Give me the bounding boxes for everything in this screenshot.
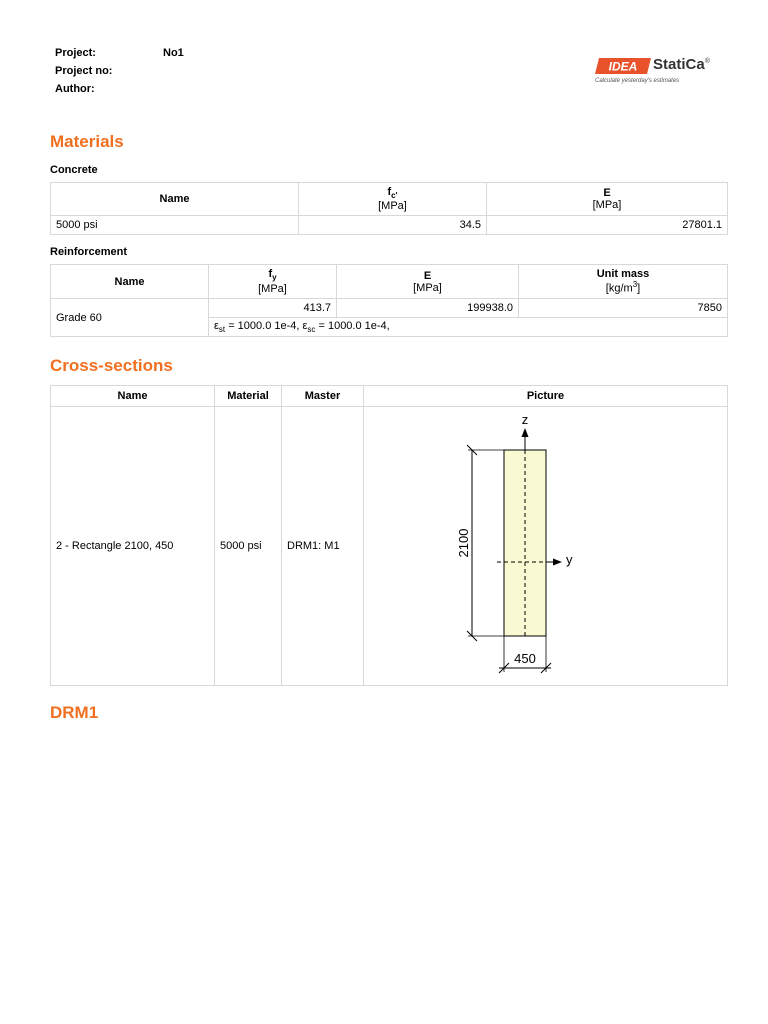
cs-header-picture: Picture — [364, 386, 728, 407]
project-no-label: Project no: — [55, 65, 113, 77]
table-header-row — [51, 265, 728, 299]
reinforcement-strain-cell — [209, 318, 728, 337]
reinforcement-e-cell: 199938.0 — [337, 299, 519, 318]
eps-sc-sub: sc — [307, 325, 316, 335]
table-row — [51, 299, 728, 318]
cs-picture-cell — [364, 407, 728, 686]
cs-header-name: Name — [51, 386, 215, 407]
concrete-fc-cell: 34.5 — [299, 216, 487, 235]
logo-registered: ® — [704, 58, 710, 65]
concrete-e-cell: 27801.1 — [487, 216, 728, 235]
width-dim-label: 450 — [514, 651, 536, 666]
author-label: Author: — [55, 83, 95, 95]
logo-tagline: Calculate yesterday's estimates — [595, 78, 680, 84]
cross-sections-title: Cross-sections — [50, 356, 173, 375]
idea-logo-mark-icon — [595, 58, 651, 74]
reinforcement-name-cell: Grade 60 — [51, 299, 209, 337]
cross-section-drawing — [364, 407, 727, 685]
concrete-header-name: Name — [51, 183, 299, 216]
table-row — [51, 407, 728, 686]
cs-master-cell: DRM1: M1 — [282, 407, 364, 686]
fy-subscript: y — [272, 273, 277, 283]
z-arrow-icon — [522, 428, 529, 437]
z-axis-label: z — [521, 412, 529, 427]
e-unit: [MPa] — [592, 199, 622, 211]
materials-title: Materials — [50, 132, 124, 151]
reinforcement-title: Reinforcement — [50, 246, 128, 258]
reinforcement-table — [50, 264, 728, 337]
e-symbol: E — [423, 269, 432, 282]
e-unit: [MPa] — [413, 281, 442, 294]
e-symbol: E — [603, 187, 611, 199]
fy-symbol: f — [268, 268, 273, 281]
logo-brand-text: StatiCa — [653, 56, 705, 73]
idea-statica-logo — [595, 56, 725, 90]
table-row — [51, 216, 728, 235]
concrete-title: Concrete — [50, 164, 98, 176]
y-axis-label: y — [566, 552, 573, 567]
mass-unit-pre: [kg/m — [605, 282, 633, 295]
mass-unit-post: ] — [637, 282, 641, 295]
fy-unit: [MPa] — [258, 282, 287, 295]
table-header-row — [51, 183, 728, 216]
eps-sc-symbol: ε — [302, 319, 308, 332]
eps-sc-value: = 1000.0 1e-4, — [315, 319, 390, 332]
reinforcement-fy-cell: 413.7 — [209, 299, 337, 318]
project-value: No1 — [163, 47, 184, 59]
concrete-name-cell: 5000 psi — [51, 216, 299, 235]
reinforcement-header-fy — [209, 265, 337, 299]
cross-sections-table — [50, 385, 728, 686]
reinforcement-header-e — [337, 265, 519, 299]
fc-unit: [MPa] — [378, 200, 407, 213]
mass-unit-exp: 3 — [632, 280, 638, 290]
height-dim-label: 2100 — [456, 528, 471, 558]
project-label: Project: — [55, 47, 96, 59]
concrete-header-fc — [299, 183, 487, 216]
cs-material-cell: 5000 psi — [215, 407, 282, 686]
table-header-row — [51, 386, 728, 407]
cs-header-master: Master — [282, 386, 364, 407]
reinforcement-header-name: Name — [51, 265, 209, 299]
cs-header-material: Material — [215, 386, 282, 407]
cs-name-cell: 2 - Rectangle 2100, 450 — [51, 407, 215, 686]
reinforcement-mass-cell: 7850 — [519, 299, 728, 318]
concrete-header-e — [487, 183, 728, 216]
mass-label: Unit mass — [596, 268, 650, 281]
eps-st-sub: st — [218, 325, 226, 335]
eps-st-symbol: ε — [214, 319, 219, 332]
reinforcement-header-mass — [519, 265, 728, 299]
logo-brand — [653, 56, 710, 73]
logo-mark-text: IDEA — [608, 59, 638, 74]
fc-subscript: c' — [391, 191, 398, 201]
mass-unit — [524, 280, 722, 295]
fc-symbol: f — [387, 185, 392, 198]
concrete-table — [50, 182, 728, 235]
drm-title: DRM1 — [50, 703, 99, 722]
eps-st-value: = 1000.0 1e-4, — [225, 319, 303, 332]
y-arrow-icon — [553, 559, 562, 566]
